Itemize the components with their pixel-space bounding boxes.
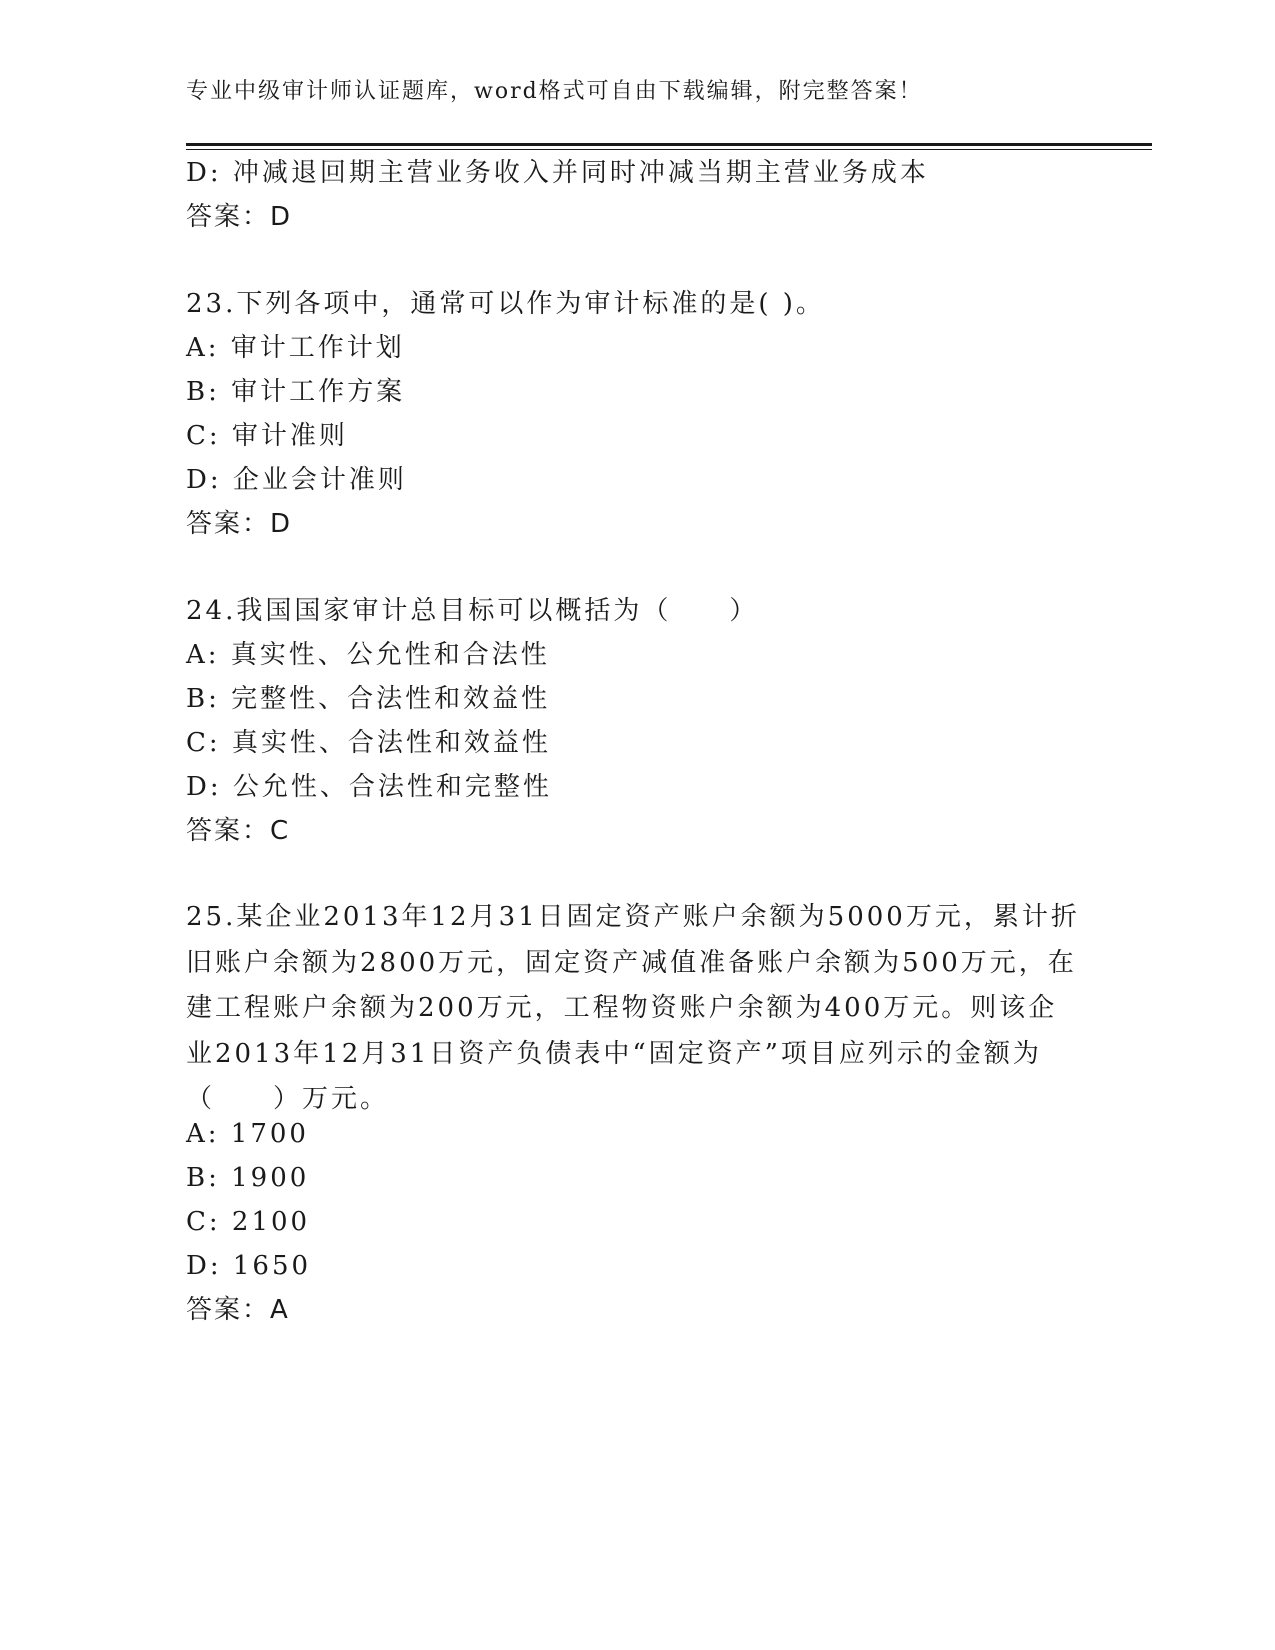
q25-option-c: C: 2100 <box>186 1207 311 1237</box>
q23-answer: 答案：D <box>186 509 293 539</box>
q25-option-b: B: 1900 <box>186 1163 310 1193</box>
q25-stem-line: 业2013年12月31日资产负债表中“固定资产”项目应列示的金额为 <box>186 1038 1042 1069</box>
q23-option-c: C: 审计准则 <box>186 421 348 451</box>
q24-answer: 答案：C <box>186 816 291 846</box>
q23-option-a: A: 审计工作计划 <box>186 333 405 363</box>
q23-stem: 23.下列各项中，通常可以作为审计标准的是( )。 <box>186 289 825 319</box>
q24-option-c: C: 真实性、合法性和效益性 <box>186 728 551 758</box>
q23-option-d: D: 企业会计准则 <box>186 465 407 495</box>
q25-stem <box>186 895 1080 1123</box>
q25-stem-line: （ ）万元。 <box>186 1084 390 1114</box>
q24-option-a: A: 真实性、公允性和合法性 <box>186 640 550 670</box>
prev-answer: 答案：D <box>186 202 293 232</box>
q24-option-d: D: 公允性、合法性和完整性 <box>186 772 552 802</box>
q25-option-d: D: 1650 <box>186 1251 312 1281</box>
q25-stem-line: 25.某企业2013年12月31日固定资产账户余额为5000万元，累计折 <box>186 902 1080 932</box>
q23-option-b: B: 审计工作方案 <box>186 377 406 407</box>
q25-stem-line: 建工程账户余额为200万元，工程物资账户余额为400万元。则该企 <box>186 993 1058 1023</box>
prev-option-d: D: 冲减退回期主营业务收入并同时冲减当期主营业务成本 <box>186 158 929 188</box>
page-header: 专业中级审计师认证题库，word格式可自由下载编辑，附完整答案！ <box>186 79 923 104</box>
q25-stem-line: 旧账户余额为2800万元，固定资产减值准备账户余额为500万元，在 <box>186 947 1077 978</box>
header-divider-thin <box>186 149 1152 150</box>
q25-answer: 答案：A <box>186 1295 290 1325</box>
q24-option-b: B: 完整性、合法性和效益性 <box>186 684 551 714</box>
q25-option-a: A: 1700 <box>186 1119 309 1149</box>
header-divider-thick <box>186 143 1152 146</box>
q24-stem: 24.我国国家审计总目标可以概括为（ ） <box>186 596 759 626</box>
